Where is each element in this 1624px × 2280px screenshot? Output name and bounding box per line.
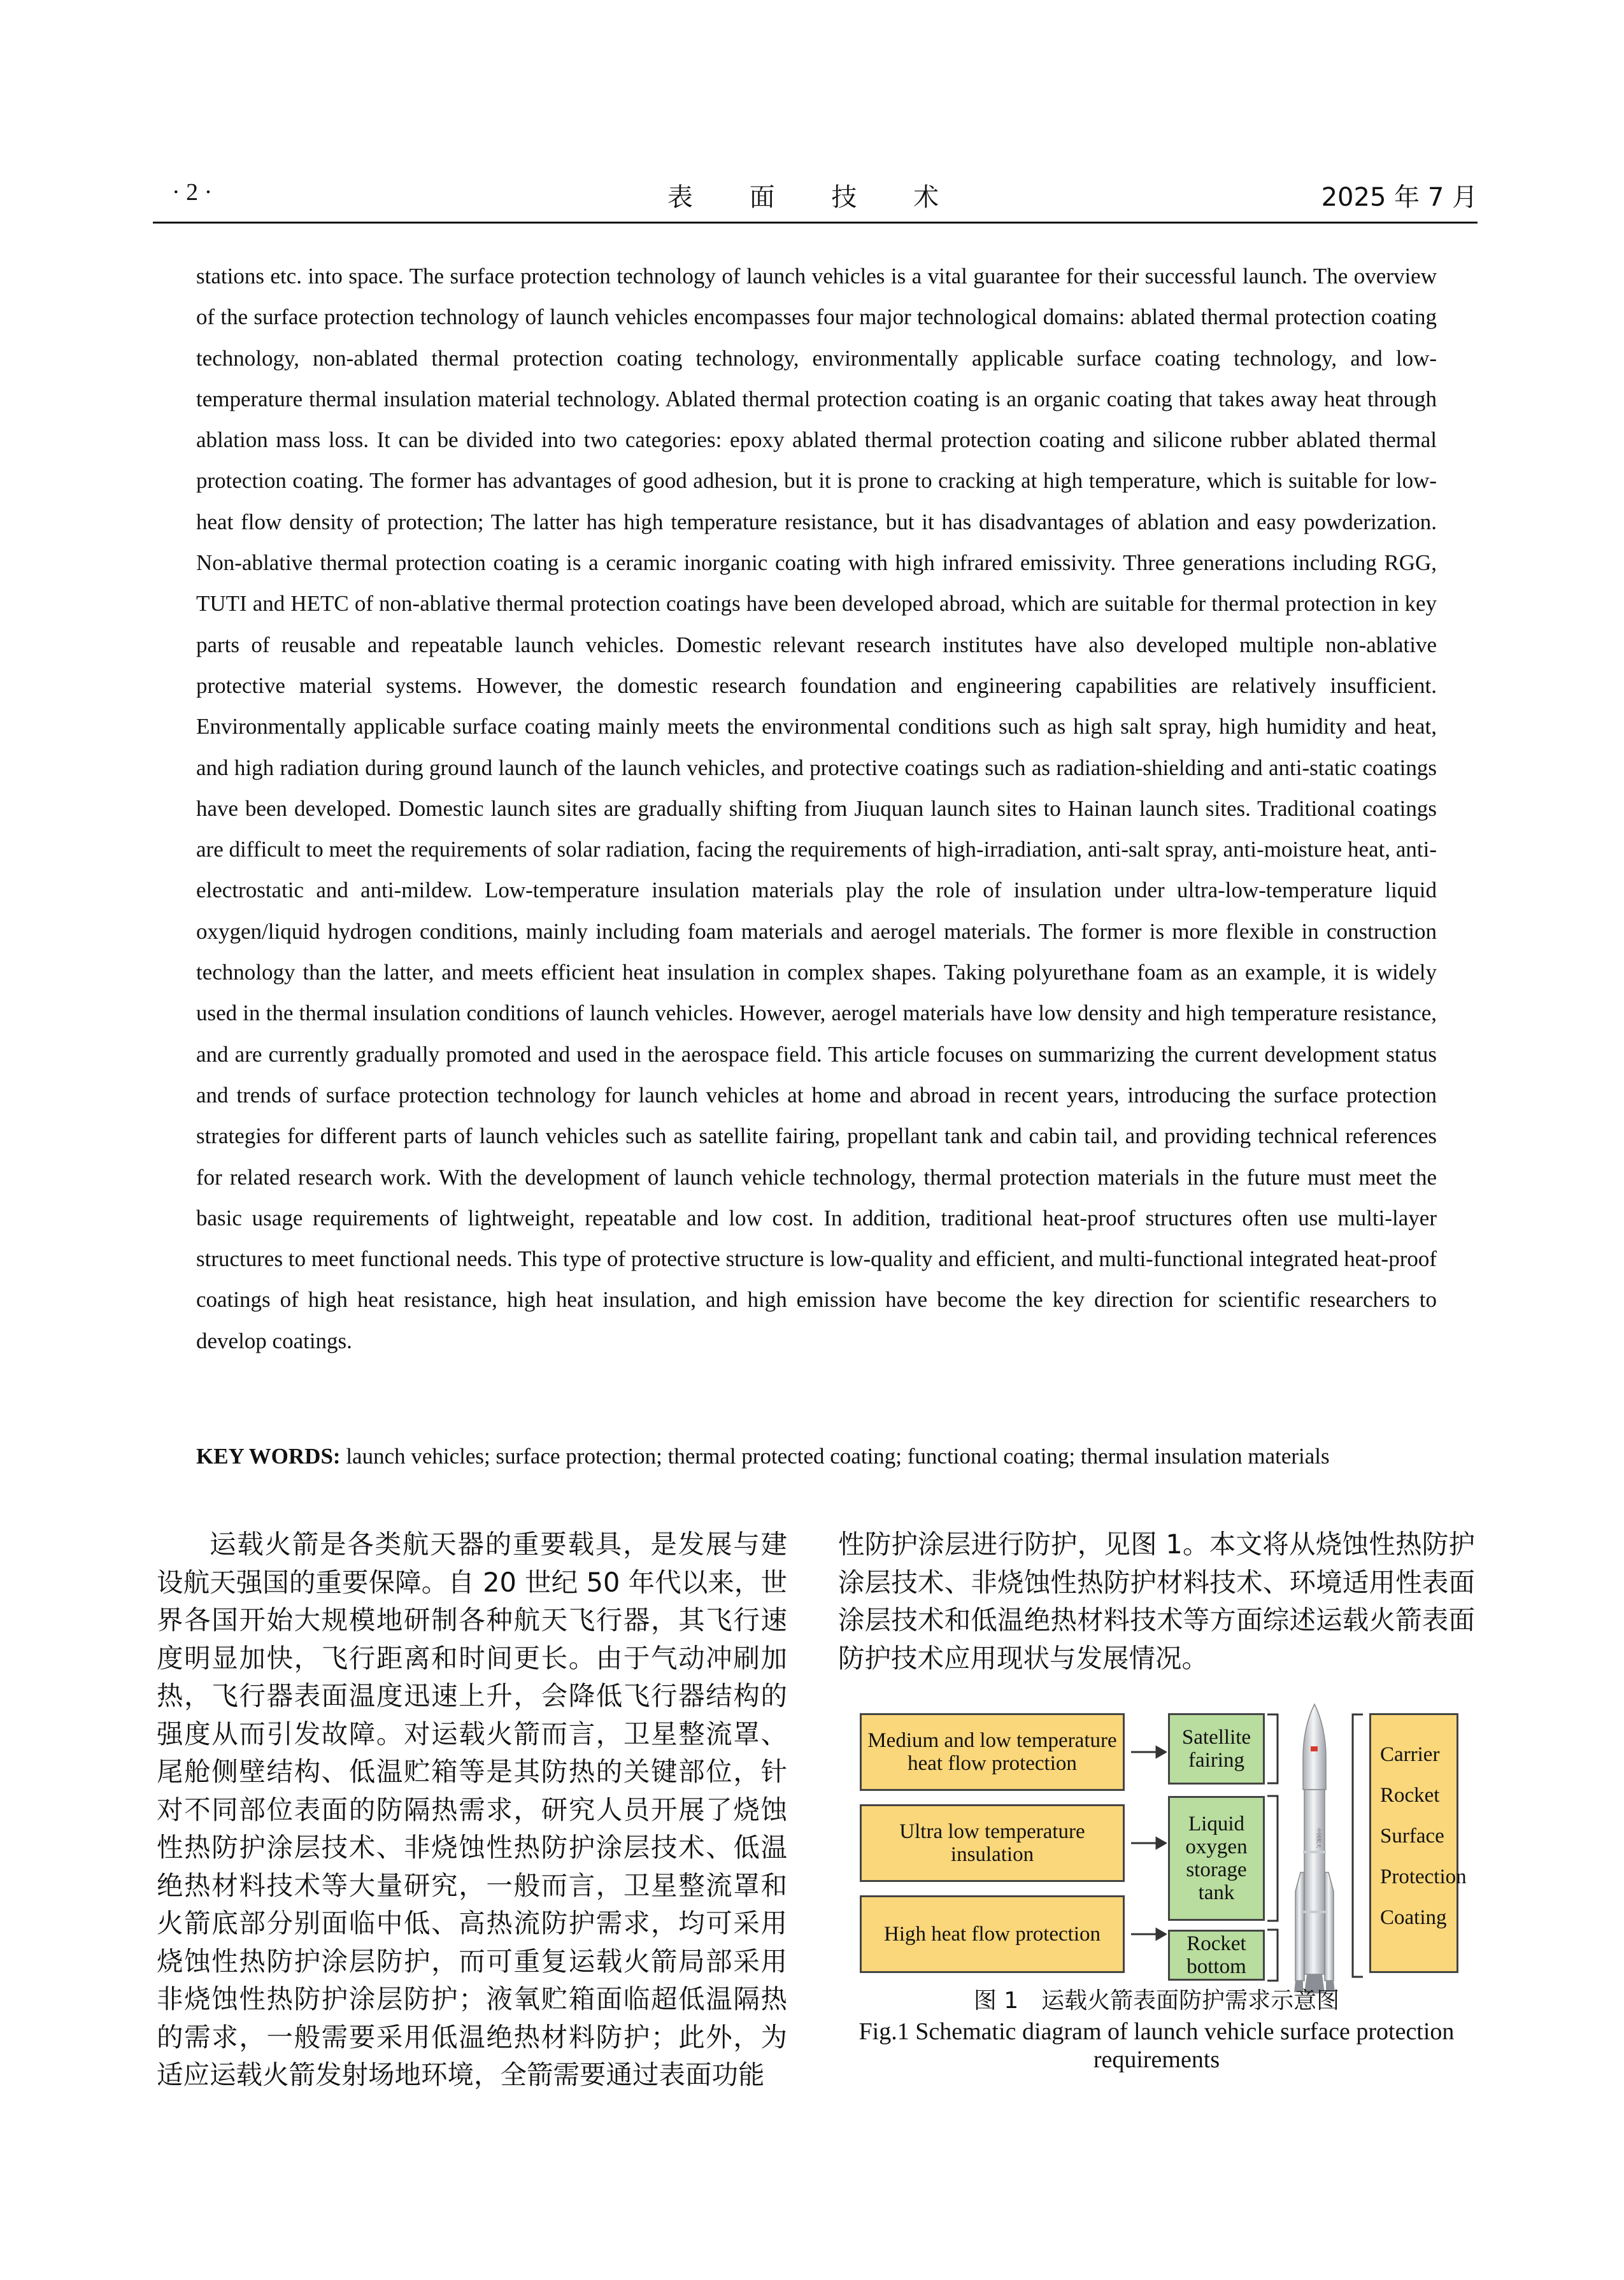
- keywords-text: launch vehicles; surface protection; thermal protected coating; functional coating; thermal insulation materials: [340, 1444, 1330, 1469]
- figure-1: [860, 1713, 1467, 1981]
- keywords-line: [196, 1436, 1437, 1477]
- journal-title: 表 面 技 术: [667, 183, 964, 212]
- bracket-left: [1266, 1713, 1283, 1982]
- rocket-label: 中国航天: [1316, 1828, 1321, 1848]
- english-abstract: [196, 256, 1437, 1362]
- figure-caption-en: Fig.1 Schematic diagram of launch vehicle surface protection requirements: [858, 2018, 1455, 2073]
- running-header: [153, 172, 1478, 222]
- rocket-part-box: Satellite fairing: [1168, 1713, 1265, 1785]
- arrow-connectors: [1126, 1713, 1167, 1974]
- body-column-left: [157, 1525, 787, 2094]
- figure-caption-zh: 图 1 运载火箭表面防护需求示意图: [973, 1988, 1340, 2014]
- abstract-text: stations etc. into space. The surface protection technology of launch vehicles is a vital guarantee for their successful launch. The overview of the surface protection technology of launch vehicles encompasses four major technological domains: ablated thermal protection coating technology, non-ablated thermal protection coating technology, environmentally applicable surface coating technology, and low-temperature thermal insulation material technology. Ablated thermal protection coating is an organic coating that takes away heat through ablation mass loss. It can be divided into two categories: epoxy ablated thermal protection coating and silicone rubber ablated thermal protection coating. The former has advantages of good adhesion, but it is prone to cracking at high temperature, which is suitable for low-heat flow density of protection; The latter has high temperature resistance, but it has disadvantages of ablation and easy powderization. Non-ablative thermal protection coating is a ceramic inorganic coating with high infrared emissivity. Three generations including RGG, TUTI and HETC of non-ablative thermal protection coatings have been developed abroad, which are suitable for thermal protection in key parts of reusable and repeatable launch vehicles. Domestic relevant research institutes have also developed multiple non-ablative protective material systems. However, the domestic research foundation and engineering capabilities are relatively insufficient. Environmentally applicable surface coating mainly meets the environmental conditions such as high salt spray, high humidity and heat, and high radiation during ground launch of the launch vehicles, and protective coatings such as radiation-shielding and anti-static coatings have been developed. Domestic launch sites are gradually shifting from Jiuquan launch sites to Hainan launch sites. Traditional coatings are difficult to meet the requirements of solar radiation, facing the requirements of high-irradiation, anti-salt spray, anti-moisture heat, anti-electrostatic and anti-mildew. Low-temperature insulation materials play the role of insulation under ultra-low-temperature liquid oxygen/liquid hydrogen conditions, mainly including foam materials and aerogel materials. The former is more flexible in construction technology than the latter, and meets efficient heat insulation in complex shapes. Taking polyurethane foam as an example, it is widely used in the thermal insulation conditions of launch vehicles. However, aerogel materials have low density and high temperature resistance, and are currently gradually promoted and used in the aerospace field. This article focuses on summarizing the current development status and trends of surface protection technology for launch vehicles at home and abroad in recent years, introducing the surface protection strategies for different parts of launch vehicles such as satellite fairing, propellant tank and cabin tail, and providing technical references for related research work. With the development of launch vehicle technology, thermal protection materials in the future must meet the basic usage requirements of lightweight, repeatable and low cost. In addition, traditional heat-proof structures often use multi-layer structures to meet functional needs. This type of protective structure is low-quality and efficient, and multi-functional integrated heat-proof coatings of high heat resistance, high heat insulation, and high emission have become the key direction for scientific researchers to develop coatings.: [196, 264, 1437, 1353]
- body-paragraph: 性防护涂层进行防护，见图 1。本文将从烧蚀性热防护涂层技术、非烧蚀性热防护材料技术、环境适用性表面涂层技术和低温绝热材料技术等方面综述运载火箭表面防护技术应用现状与发展情况。: [838, 1528, 1475, 1674]
- issue-date: 2025 年 7 月: [1321, 183, 1478, 212]
- requirement-box: Ultra low temperature insulation: [860, 1804, 1125, 1882]
- page-number: · 2 ·: [172, 179, 213, 206]
- rocket-illustration: [1284, 1700, 1345, 2000]
- rocket-part-box: Rocket bottom: [1168, 1930, 1265, 1981]
- keywords-label: KEY WORDS:: [196, 1444, 341, 1469]
- bracket-right: [1349, 1713, 1365, 1982]
- rocket-part-box: Liquid oxygen storage tank: [1168, 1796, 1265, 1921]
- body-column-right: [838, 1525, 1475, 1677]
- header-rule: [153, 222, 1478, 224]
- body-paragraph: 运载火箭是各类航天器的重要载具，是发展与建设航天强国的重要保障。自 20 世纪 50 年代以来，世界各国开始大规模地研制各种航天飞行器，其飞行速度明显加快，飞行距离和时间更长。由于气动冲刷加热，飞行器表面温度迅速上升，会降低飞行器结构的强度从而引发故障。对运载火箭而言，卫星整流罩、尾舱侧壁结构、低温贮箱等是其防热的关键部位，针对不同部位表面的防隔热需求，研究人员开展了烧蚀性热防护涂层技术、非烧蚀性热防护涂层技术、低温绝热材料技术等大量研究，一般而言，卫星整流罩和火箭底部分别面临中低、高热流防护需求，均可采用烧蚀性热防护涂层防护，而可重复运载火箭局部采用非烧蚀性热防护涂层防护；液氧贮箱面临超低温隔热的需求，一般需要采用低温绝热材料防护；此外，为适应运载火箭发射场地环境，全箭需要通过表面功能: [157, 1528, 787, 2090]
- coating-box: Carrier Rocket Surface Protection Coating: [1369, 1713, 1458, 1973]
- requirement-box: High heat flow protection: [860, 1895, 1125, 1973]
- requirement-box: Medium and low temperature heat flow protection: [860, 1713, 1125, 1791]
